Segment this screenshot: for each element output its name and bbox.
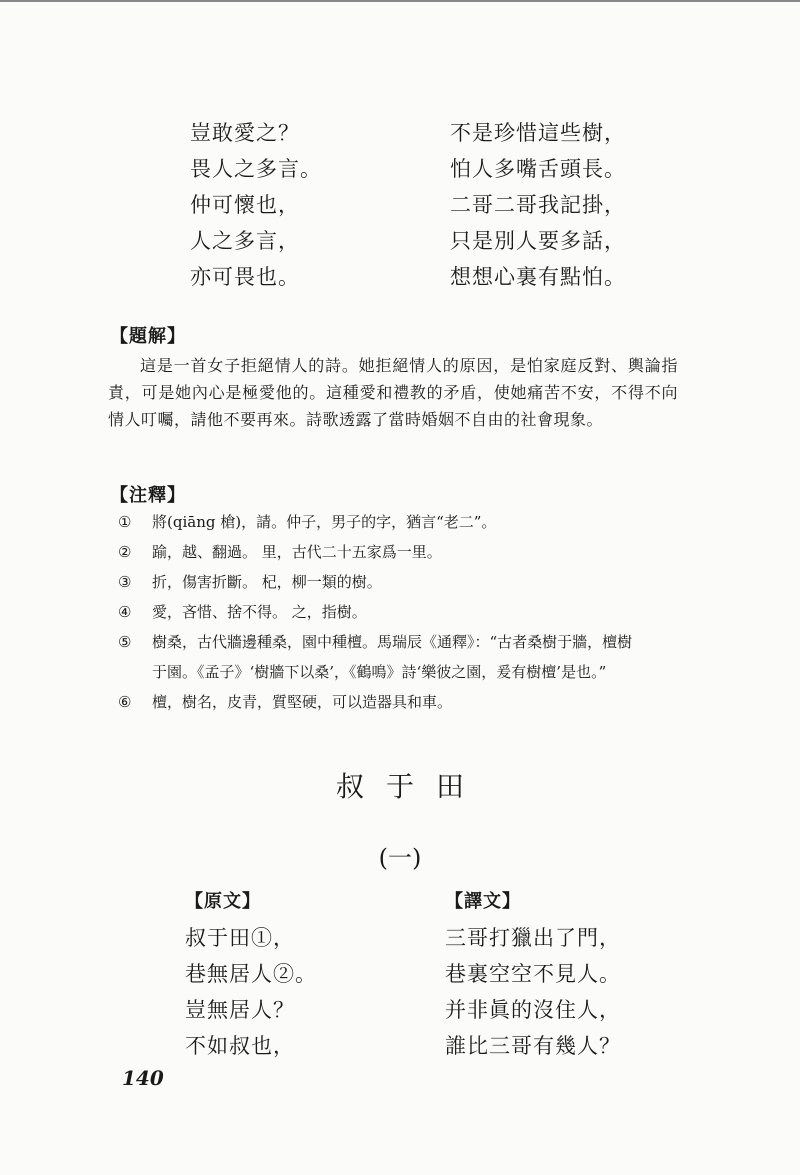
poem-translation-column [450, 115, 626, 295]
note-text: 踰，越、翻過。 里，古代二十五家爲一里。 [152, 543, 442, 561]
translation-line: 怕人多嘴舌頭長。 [450, 157, 626, 181]
note-item [118, 507, 678, 537]
poem-line: 不如叔也， [185, 1034, 295, 1058]
note-number: ① [118, 513, 132, 531]
original-label: 【原文】 [185, 891, 261, 912]
tijie-heading: 【題解】 [110, 326, 186, 347]
translation-line: 二哥二哥我記掛， [450, 193, 626, 217]
poem-original-column [190, 115, 322, 295]
note-text: 將(qiāng 槍)，請。仲子，男子的字，猶言“老二”。 [152, 513, 497, 531]
note-text: 愛，吝惜、捨不得。 之，指樹。 [152, 603, 367, 621]
poem-line: 仲可懷也， [190, 193, 300, 217]
poem-line: 亦可畏也。 [190, 265, 300, 289]
poem-line: 豈無居人？ [185, 998, 295, 1022]
section-subtitle: (一) [378, 844, 422, 872]
note-text: 樹桑，古代牆邊種桑，園中種檀。馬瑞辰《通釋》：“古者桑樹于牆，檀樹 [152, 633, 633, 651]
note-text: 折，傷害折斷。 杞，柳一類的樹。 [152, 573, 382, 591]
poem-line: 人之多言， [190, 229, 300, 253]
translation-line: 巷裏空空不見人。 [445, 962, 621, 986]
notes-list [118, 507, 678, 717]
translation-line: 不是珍惜這些樹， [450, 121, 626, 145]
tijie-paragraph: 這是一首女子拒絕情人的詩。她拒絕情人的原因，是怕家庭反對、輿論指責，可是她內心是極愛他的。這種愛和禮教的矛盾，使她痛苦不安，不得不向情人叮囑，請他不要再來。詩歌透露了當時婚姻不自由的社會現象。 [108, 356, 678, 429]
poem-line: 叔于田①， [185, 926, 295, 950]
note-text: 檀，樹名，皮青，質堅硬，可以造器具和車。 [152, 693, 453, 711]
note-item [118, 627, 678, 657]
section-translation-column [445, 884, 621, 1064]
note-number: ④ [118, 603, 132, 621]
section-original-column [185, 884, 317, 1064]
translation-line: 三哥打獵出了門， [445, 926, 621, 950]
note-continuation: 于園。《孟子》‘樹牆下以桑’，《鶴鳴》詩‘樂彼之園，爰有樹檀’是也。” [152, 663, 607, 681]
note-item [118, 567, 678, 597]
note-number: ⑥ [118, 693, 132, 711]
top-border [0, 0, 800, 2]
note-number: ② [118, 543, 132, 561]
section-title: 叔于田 [335, 770, 486, 803]
page-number: 140 [122, 1066, 164, 1090]
poem-line: 巷無居人②。 [185, 962, 317, 986]
note-number: ⑤ [118, 633, 132, 651]
note-number: ③ [118, 573, 132, 591]
translation-line: 想想心裏有點怕。 [450, 265, 626, 289]
note-item [118, 687, 678, 717]
translation-label: 【譯文】 [445, 891, 521, 912]
translation-line: 誰比三哥有幾人？ [445, 1034, 621, 1058]
poem-line: 豈敢愛之？ [190, 121, 300, 145]
note-item [118, 537, 678, 567]
poem-line: 畏人之多言。 [190, 157, 322, 181]
translation-line: 只是別人要多話， [450, 229, 626, 253]
note-item [118, 597, 678, 627]
zhushi-heading: 【注釋】 [110, 485, 186, 506]
translation-line: 并非眞的沒住人， [445, 998, 621, 1022]
